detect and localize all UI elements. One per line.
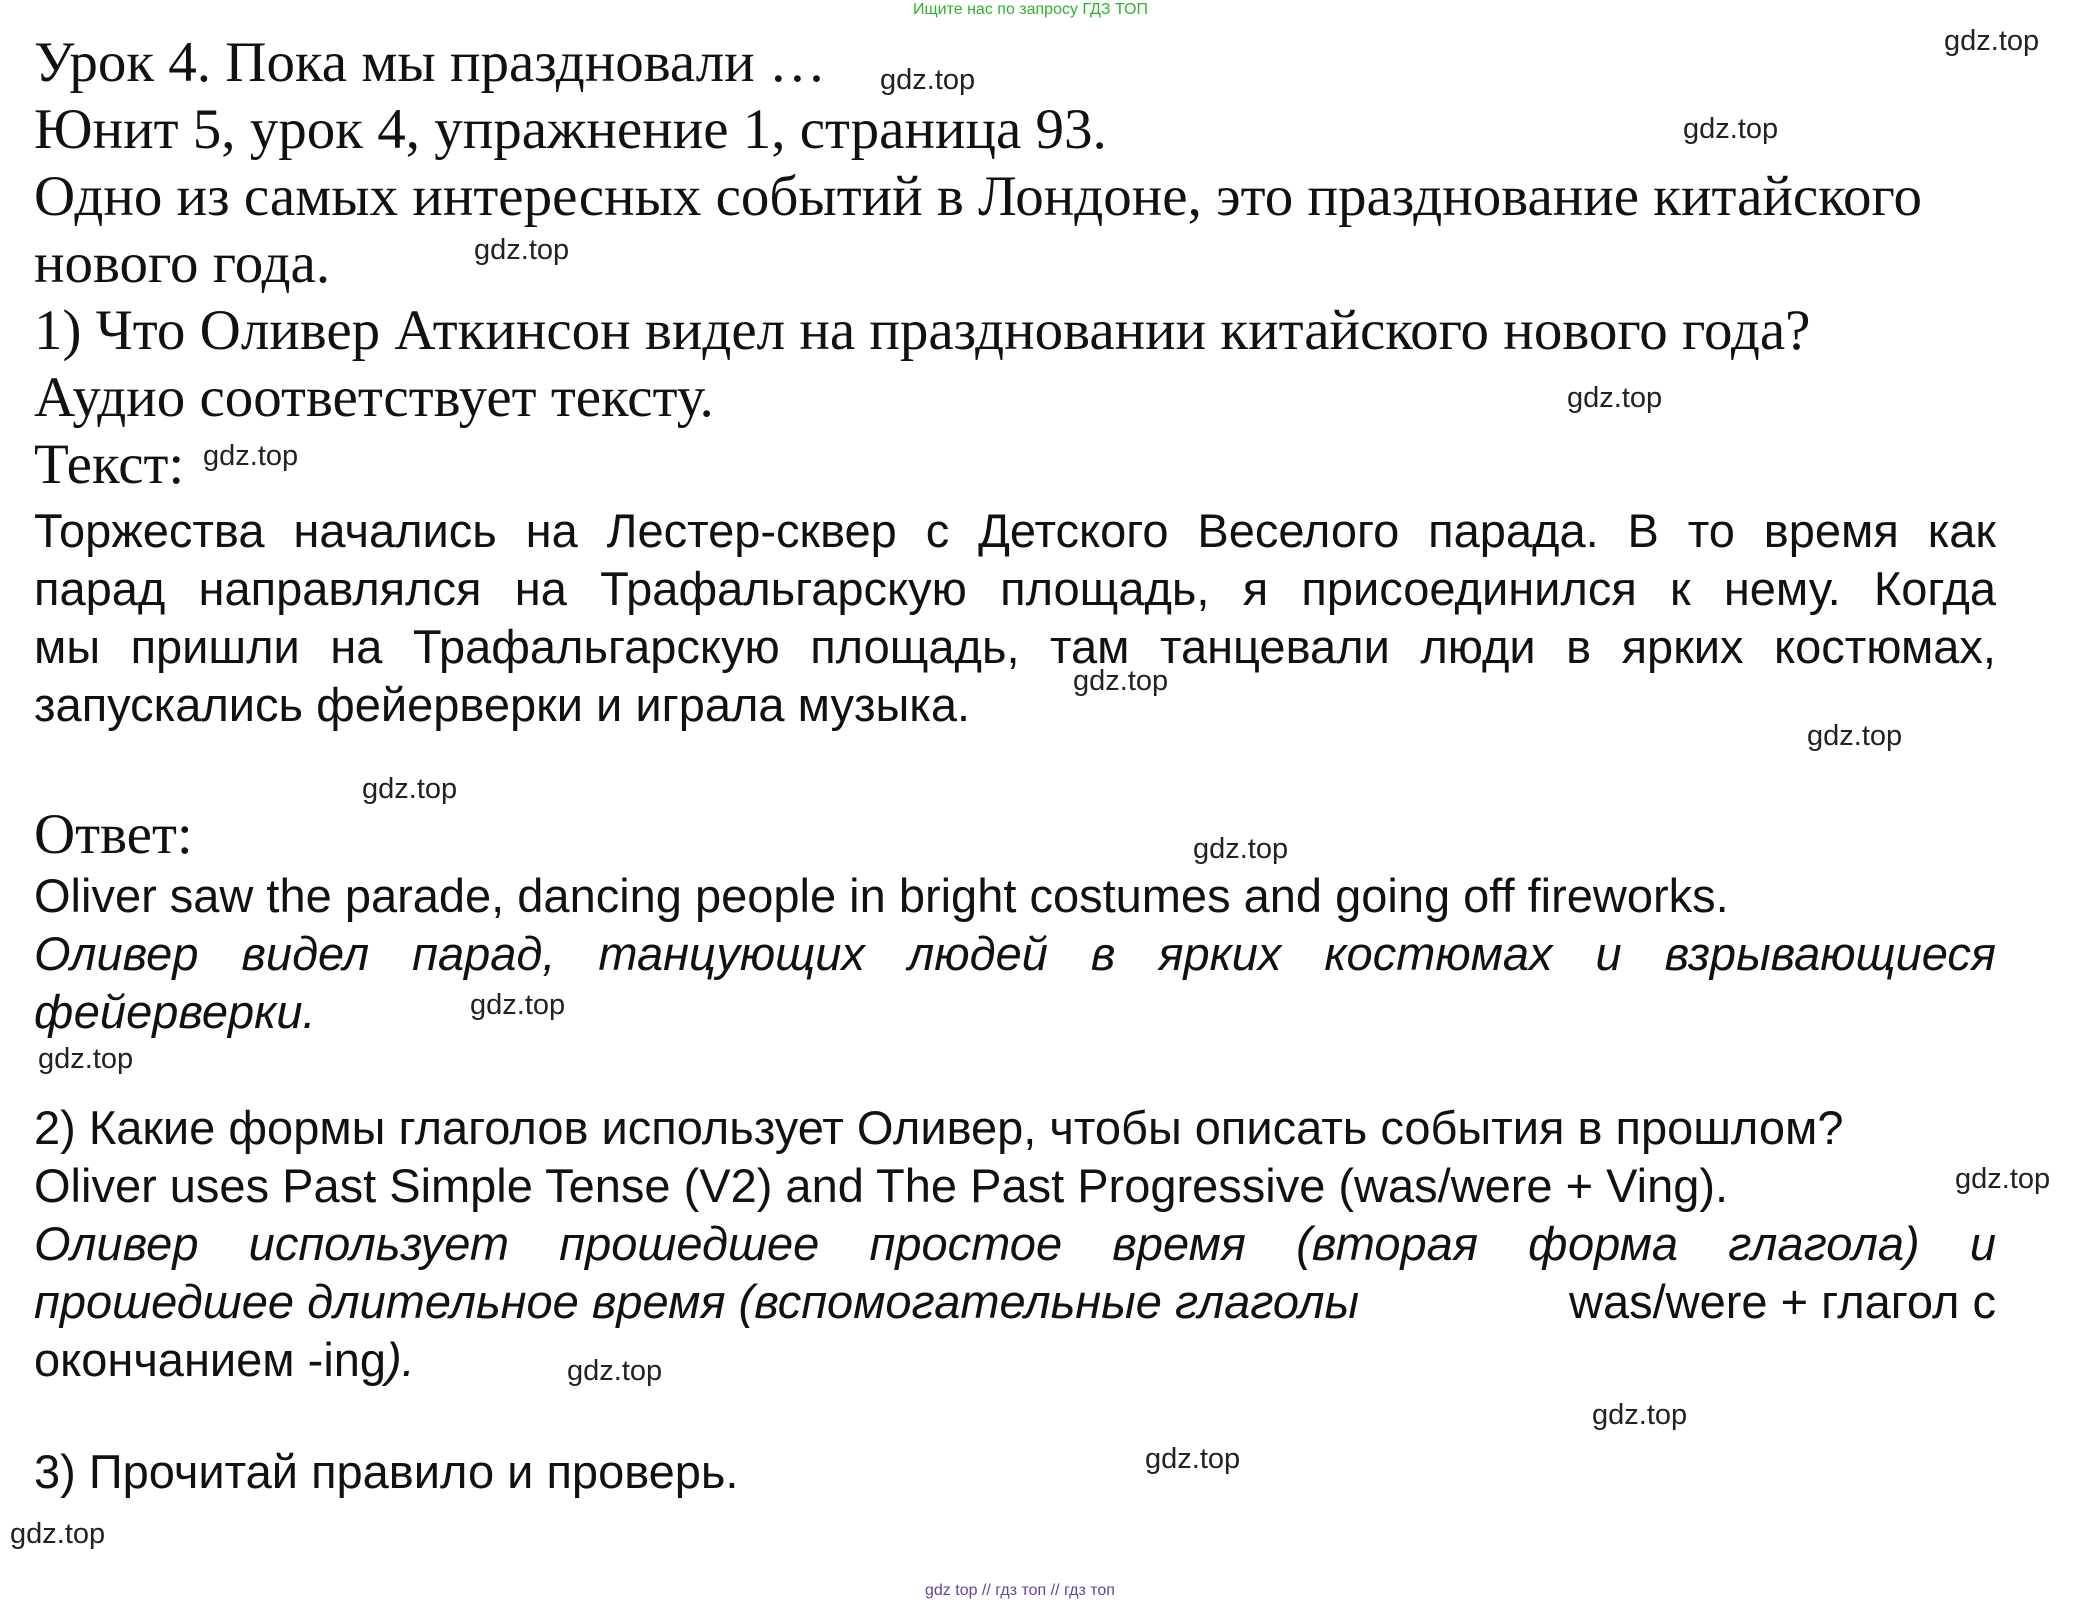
intro-line-2: нового года. (34, 232, 331, 295)
watermark: gdz.top (1592, 1399, 1688, 1431)
text-line-1: Торжества начались на Лестер-сквер с Детского Веселого парада. В то время как (34, 504, 1996, 557)
answer2-ru-line-2-italic: прошедшее длительное время (вспомогательные глаголы (34, 1275, 1360, 1328)
answer2-ru-line-2-plain: was/were + глагол с (1569, 1275, 1996, 1328)
answer1-ru-line-1: Оливер видел парад, танцующих людей в ярких костюмах и взрывающиеся (34, 927, 1996, 980)
watermark: gdz.top (1145, 1443, 1241, 1475)
task1-question: 1) Что Оливер Аткинсон видел на праздновании китайского нового года? (34, 299, 1811, 362)
watermark: gdz.top (1944, 25, 2040, 57)
answer2-en: Oliver uses Past Simple Tense (V2) and The Past Progressive (was/were + Ving). (34, 1159, 1729, 1212)
answer1-en: Oliver saw the parade, dancing people in bright costumes and going off fireworks. (34, 869, 1729, 922)
text-line-3: мы пришли на Трафальгарскую площадь, там танцевали люди в ярких костюмах, (34, 620, 1996, 673)
answer2-ru-line-3-italic: ). (386, 1333, 415, 1386)
watermark: gdz.top (1073, 665, 1169, 697)
watermark: gdz.top (203, 440, 299, 472)
answer-label: Ответ: (34, 803, 193, 866)
watermark: gdz.top (1807, 720, 1903, 752)
answer1-ru-line-2: фейерверки. (34, 985, 316, 1038)
footer-links[interactable]: gdz top // гдз топ // гдз топ (925, 1582, 1115, 1599)
watermark: gdz.top (362, 773, 458, 805)
watermark: gdz.top (1193, 833, 1289, 865)
watermark: gdz.top (474, 234, 570, 266)
answer2-ru-line-2 (34, 1274, 1996, 1329)
answer2-ru-line-1: Оливер использует прошедшее простое время (вторая форма глагола) и (34, 1217, 1996, 1270)
answer2-ru-line-3-plain: окончанием -ing (34, 1333, 387, 1386)
text-line-2: парад направлялся на Трафальгарскую площадь, я присоединился к нему. Когда (34, 562, 1996, 615)
task2-question: 2) Какие формы глаголов использует Оливер, чтобы описать события в прошлом? (34, 1101, 1844, 1154)
watermark: gdz.top (470, 989, 566, 1021)
intro-line-1: Одно из самых интересных событий в Лондоне, это празднование китайского (34, 165, 1922, 228)
watermark: gdz.top (1683, 113, 1779, 145)
watermark: gdz.top (1567, 382, 1663, 414)
task3-question: 3) Прочитай правило и проверь. (34, 1445, 739, 1498)
lesson-title: Урок 4. Пока мы праздновали … (34, 31, 826, 94)
watermark: gdz.top (567, 1355, 663, 1387)
top-search-note: Ищите нас по запросу ГДЗ ТОП (913, 1, 1148, 18)
watermark: gdz.top (38, 1043, 134, 1075)
text-line-4: запускались фейерверки и играла музыка. (34, 678, 971, 731)
watermark: gdz.top (880, 64, 976, 96)
watermark: gdz.top (1955, 1163, 2051, 1195)
unit-line: Юнит 5, урок 4, упражнение 1, страница 93. (34, 98, 1107, 161)
answer2-ru-line-3 (34, 1332, 415, 1387)
watermark: gdz.top (10, 1518, 106, 1550)
audio-note: Аудио соответствует тексту. (34, 366, 714, 429)
text-label: Текст: (34, 433, 185, 496)
